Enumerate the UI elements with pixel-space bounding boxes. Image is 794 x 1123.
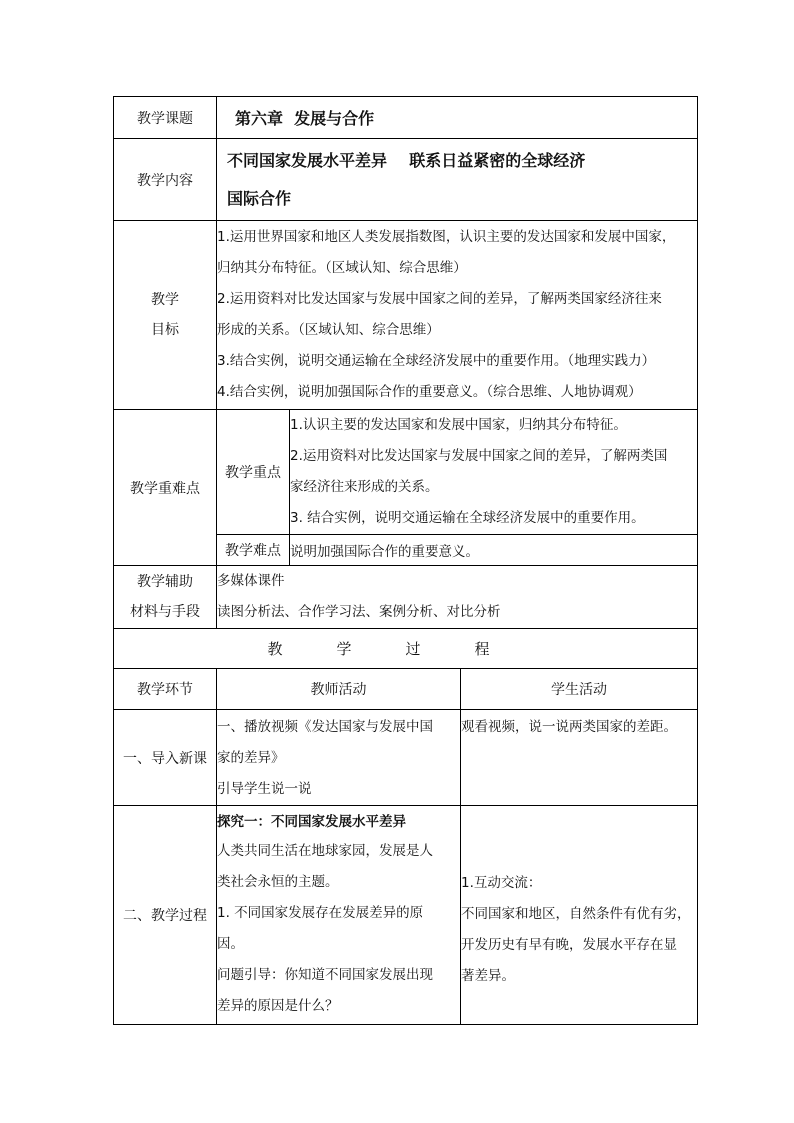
aids-label-2: 材料与手段 bbox=[130, 604, 200, 620]
goal-line-5: 3.结合实例，说明交通运输在全球经济发展中的重要作用。（地理实践力） bbox=[217, 353, 656, 369]
content-label: 教学内容 bbox=[114, 139, 217, 221]
process-teacher-heading: 探究一：不同国家发展水平差异 bbox=[217, 814, 406, 830]
aid-line-2: 读图分析法、合作学习法、案例分析、对比分析 bbox=[217, 604, 501, 620]
goal-line-2: 归纳其分布特征。（区域认知、综合思维） bbox=[217, 260, 467, 276]
row-aids bbox=[114, 566, 698, 629]
process-teacher-line-4: 因。 bbox=[217, 936, 244, 952]
header-stage: 教学环节 bbox=[114, 669, 217, 710]
header-teacher: 教师活动 bbox=[217, 669, 461, 710]
topic-value: 第六章 发展与合作 bbox=[235, 109, 375, 128]
process-student-line-4: 著差异。 bbox=[461, 968, 515, 984]
process-teacher-line-6: 差异的原因是什么？ bbox=[217, 998, 339, 1014]
hard-label: 教学难点 bbox=[217, 535, 290, 566]
hard-value: 说明加强国际合作的重要意义。 bbox=[290, 535, 698, 566]
process-title: 教学过程 bbox=[114, 629, 698, 669]
row-key-points bbox=[114, 410, 698, 535]
goals-label-1: 教学 bbox=[151, 292, 179, 308]
keys-label: 教学重难点 bbox=[114, 410, 217, 566]
process-student-line-2: 不同国家和地区，自然条件有优有劣， bbox=[461, 906, 691, 922]
stage-intro-label: 一、导入新课 bbox=[114, 710, 217, 806]
process-student-line-3: 开发历史有早有晚，发展水平存在显 bbox=[461, 937, 677, 953]
content-line-1: 不同国家发展水平差异 联系日益紧密的全球经济 bbox=[227, 150, 586, 170]
content-line-2: 国际合作 bbox=[227, 188, 292, 208]
process-student-line-1: 1.互动交流： bbox=[461, 875, 542, 891]
intro-teacher-line-1: 一、播放视频《发达国家与发展中国 bbox=[217, 719, 433, 735]
topic-label: 教学课题 bbox=[114, 97, 217, 139]
goal-line-4: 形成的关系。（区域认知、综合思维） bbox=[217, 322, 440, 338]
key-line-4: 3. 结合实例，说明交通运输在全球经济发展中的重要作用。 bbox=[290, 510, 645, 526]
process-teacher-line-2: 类社会永恒的主题。 bbox=[217, 874, 339, 890]
aids-label-1: 教学辅助 bbox=[137, 574, 193, 590]
process-teacher-line-1: 人类共同生活在地球家园，发展是人 bbox=[217, 843, 433, 859]
row-process-header bbox=[114, 669, 698, 710]
key-line-3: 家经济往来形成的关系。 bbox=[290, 479, 439, 495]
key-label: 教学重点 bbox=[217, 410, 290, 535]
intro-teacher-line-3: 引导学生说一说 bbox=[217, 781, 312, 797]
stage-process-label: 二、教学过程 bbox=[114, 806, 217, 1025]
aid-line-1: 多媒体课件 bbox=[217, 573, 285, 589]
goal-line-1: 1.运用世界国家和地区人类发展指数图，认识主要的发达国家和发展中国家， bbox=[217, 229, 676, 245]
key-line-1: 1.认识主要的发达国家和发展中国家，归纳其分布特征。 bbox=[290, 417, 627, 433]
row-topic bbox=[114, 97, 698, 139]
row-process-title bbox=[114, 629, 698, 669]
row-content bbox=[114, 139, 698, 221]
process-teacher-line-3: 1. 不同国家发展存在发展差异的原 bbox=[217, 905, 424, 921]
row-stage-process bbox=[114, 806, 698, 1025]
goals-label-2: 目标 bbox=[151, 322, 179, 338]
goal-line-3: 2.运用资料对比发达国家与发展中国家之间的差异，了解两类国家经济往来 bbox=[217, 291, 662, 307]
intro-teacher-line-2: 家的差异》 bbox=[217, 750, 285, 766]
lesson-plan-table bbox=[113, 96, 698, 1025]
row-goals bbox=[114, 221, 698, 410]
goal-line-6: 4.结合实例，说明加强国际合作的重要意义。（综合思维、人地协调观） bbox=[217, 384, 642, 400]
intro-student-line-1: 观看视频，说一说两类国家的差距。 bbox=[461, 719, 677, 735]
key-line-2: 2.运用资料对比发达国家与发展中国家之间的差异，了解两类国 bbox=[290, 448, 668, 464]
header-student: 学生活动 bbox=[461, 669, 698, 710]
row-stage-intro bbox=[114, 710, 698, 806]
process-teacher-line-5: 问题引导：你知道不同国家发展出现 bbox=[217, 967, 433, 983]
